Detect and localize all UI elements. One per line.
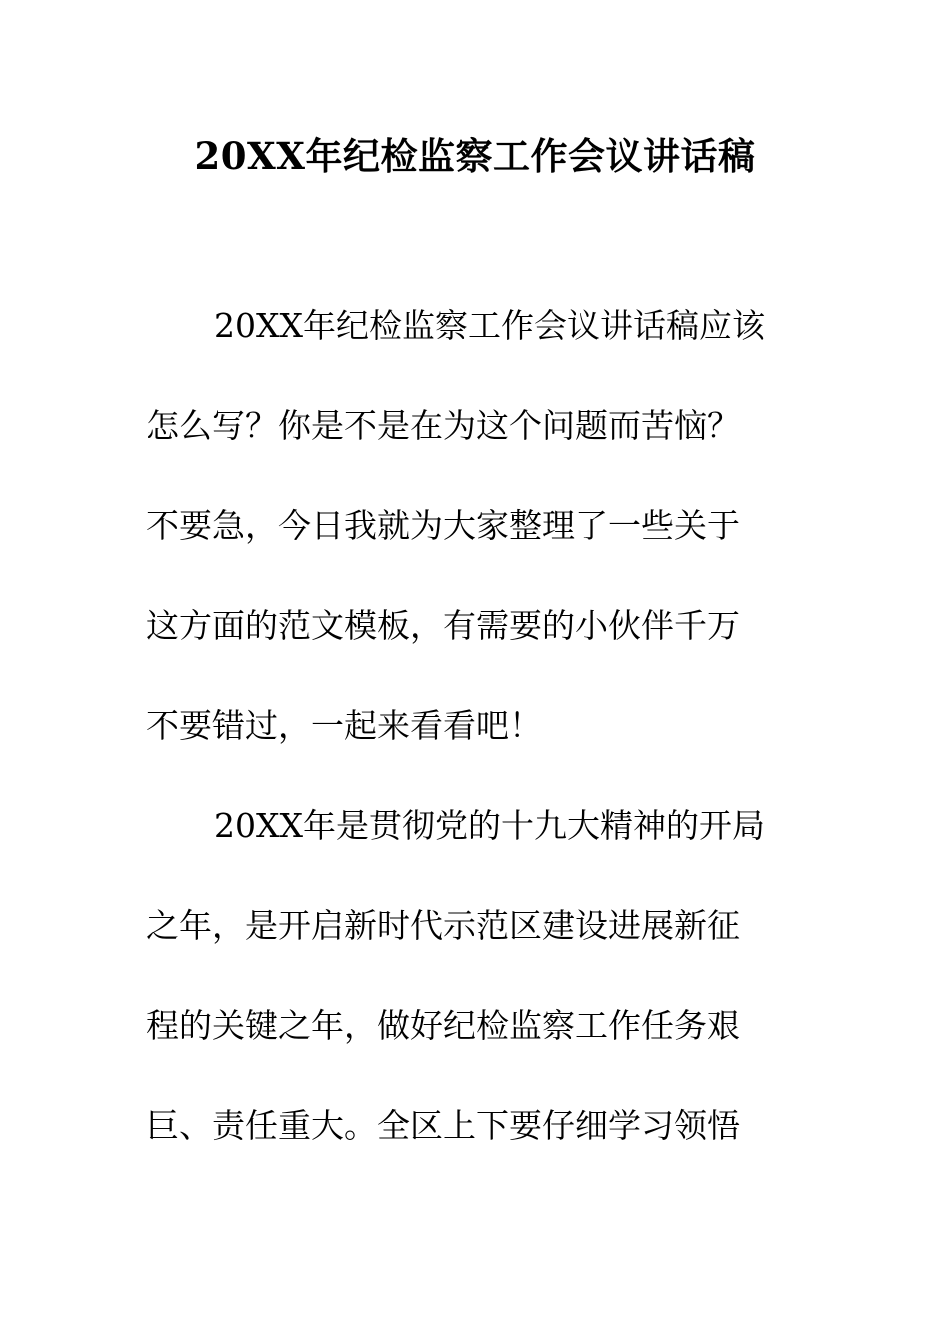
document-title: 20XX年纪检监察工作会议讲话稿 xyxy=(194,134,756,178)
paragraph-line: 20XX年是贯彻党的十九大精神的开局 xyxy=(214,806,765,845)
paragraph-line: 怎么写？你是不是在为这个问题而苦恼？ xyxy=(146,406,740,445)
paragraph-line: 之年，是开启新时代示范区建设进展新征 xyxy=(146,906,740,945)
paragraph-line: 不要错过，一起来看看吧！ xyxy=(146,706,542,745)
paragraph-line: 巨、责任重大。全区上下要仔细学习领悟 xyxy=(146,1106,740,1145)
paragraph-line: 这方面的范文模板，有需要的小伙伴千万 xyxy=(146,606,740,645)
paragraph-line: 不要急，今日我就为大家整理了一些关于 xyxy=(146,506,740,545)
paragraph-line: 20XX年纪检监察工作会议讲话稿应该 xyxy=(214,306,765,345)
paragraph-line: 程的关键之年，做好纪检监察工作任务艰 xyxy=(146,1006,740,1045)
